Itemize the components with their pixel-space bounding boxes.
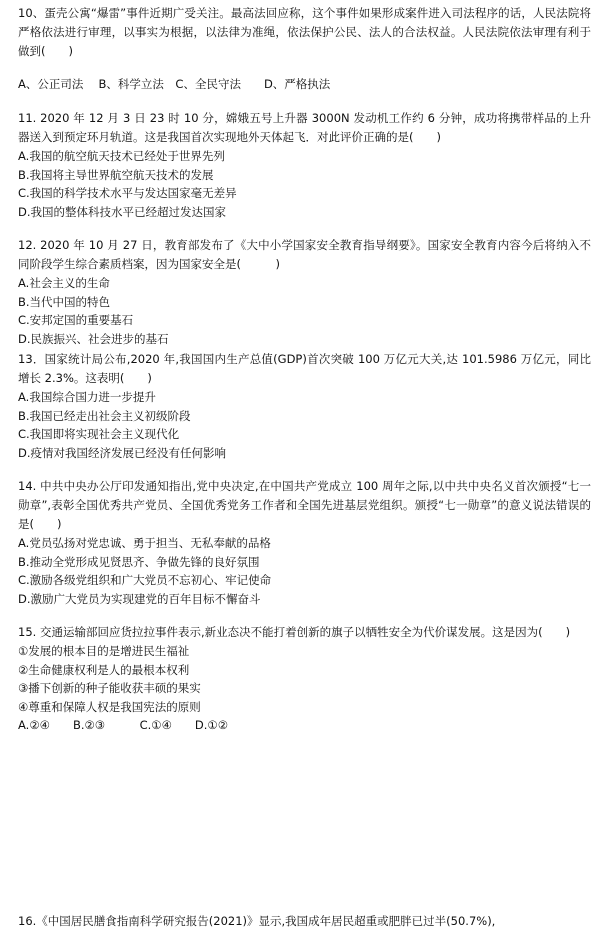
statement-1: ①发展的根本目的是增进民生福祉 bbox=[18, 644, 190, 658]
question-stem: 11. 2020 年 12 月 3 日 23 时 10 分，嫦娥五号上升器 3000N 发动机工作约 6 分钟，成功将携带样品的上升器送入到预定环月轨道。这是我国首次实现地外天体起飞．对此评价正确的是( ) bbox=[18, 111, 591, 144]
option-a: A.党员弘扬对党忠诚、勇于担当、无私奉献的品格 bbox=[18, 536, 271, 550]
question-12 bbox=[18, 236, 591, 348]
statement-2: ②生命健康权利是人的最根本权利 bbox=[18, 662, 190, 677]
question-15 bbox=[18, 623, 591, 735]
option-b: B.我国将主导世界航空航天技术的发展 bbox=[18, 167, 214, 182]
question-14 bbox=[18, 477, 591, 608]
option-c: C.安邦定国的重要基石 bbox=[18, 313, 134, 327]
question-16-partial: 16.《中国居民膳食指南科学研究报告(2021)》显示,我国成年居民超重或肥胖已过半(50.7%), bbox=[18, 913, 496, 928]
statement-4: ④尊重和保障人权是我国宪法的原则 bbox=[18, 699, 201, 714]
option-d: D.激励广大党员为实现建党的百年目标不懈奋斗 bbox=[18, 591, 261, 606]
option-a: A.我国的航空航天技术已经处于世界先列 bbox=[18, 149, 225, 163]
answer-choices: A.②④ B.②③ C.①④ D.①② bbox=[18, 718, 229, 732]
question-stem: 10、蛋壳公寓“爆雷”事件近期广受关注。最高法回应称，这个事件如果形成案件进入司法程序的话，人民法院将严格依法进行审理，以事实为根据，以法律为准绳，依法保护公民、法人的合法权益。人民法院依法审理有利于做到( ) bbox=[18, 6, 591, 58]
option-d: D.我国的整体科技水平已经超过发达国家 bbox=[18, 204, 227, 219]
statement-3: ③播下创新的种子能收获丰硕的果实 bbox=[18, 681, 201, 695]
option-c: C.我国即将实现社会主义现代化 bbox=[18, 427, 180, 441]
question-stem: 13．国家统计局公布,2020 年,我国国内生产总值(GDP)首次突破 100 万亿元大关,达 101.5986 万亿元，同比增长 2.3%。这表明( ) bbox=[18, 352, 591, 385]
question-11 bbox=[18, 109, 591, 221]
question-10 bbox=[18, 4, 591, 94]
question-13 bbox=[18, 350, 591, 462]
option-a: A.社会主义的生命 bbox=[18, 276, 110, 290]
options-row: A、公正司法 B、科学立法 C、全民守法 D、严格执法 bbox=[18, 77, 331, 91]
option-b: B.推动全党形成见贤思齐、争做先锋的良好氛围 bbox=[18, 554, 260, 569]
question-stem: 12. 2020 年 10 月 27 日，教育部发布了《大中小学国家安全教育指导纲要》。国家安全教育内容今后将纳入不同阶段学生综合素质档案，因为国家安全是( ) bbox=[18, 238, 591, 271]
question-stem: 15. 交通运输部回应货拉拉事件表示,新业态决不能打着创新的旗子以牺牲安全为代价谋发展。这是因为( ) bbox=[18, 625, 571, 639]
option-c: C.我国的科学技术水平与发达国家毫无差异 bbox=[18, 186, 237, 200]
option-b: B.当代中国的特色 bbox=[18, 294, 111, 309]
option-a: A.我国综合国力进一步提升 bbox=[18, 390, 156, 404]
option-d: D.疫情对我国经济发展已经没有任何影响 bbox=[18, 445, 227, 460]
question-stem: 14. 中共中央办公厅印发通知指出,党中央决定,在中国共产党成立 100 周年之际,以中共中央名义首次颁授“七一勋章”,表彰全国优秀共产党员、全国优秀党务工作者和全国先进基层党组织。颁授“七一勋章”的意义说法错误的是( ) bbox=[18, 479, 591, 531]
option-b: B.我国已经走出社会主义初级阶段 bbox=[18, 408, 191, 423]
option-d: D.民族振兴、社会进步的基石 bbox=[18, 331, 169, 346]
option-c: C.激励各级党组织和广大党员不忘初心、牢记使命 bbox=[18, 573, 272, 587]
